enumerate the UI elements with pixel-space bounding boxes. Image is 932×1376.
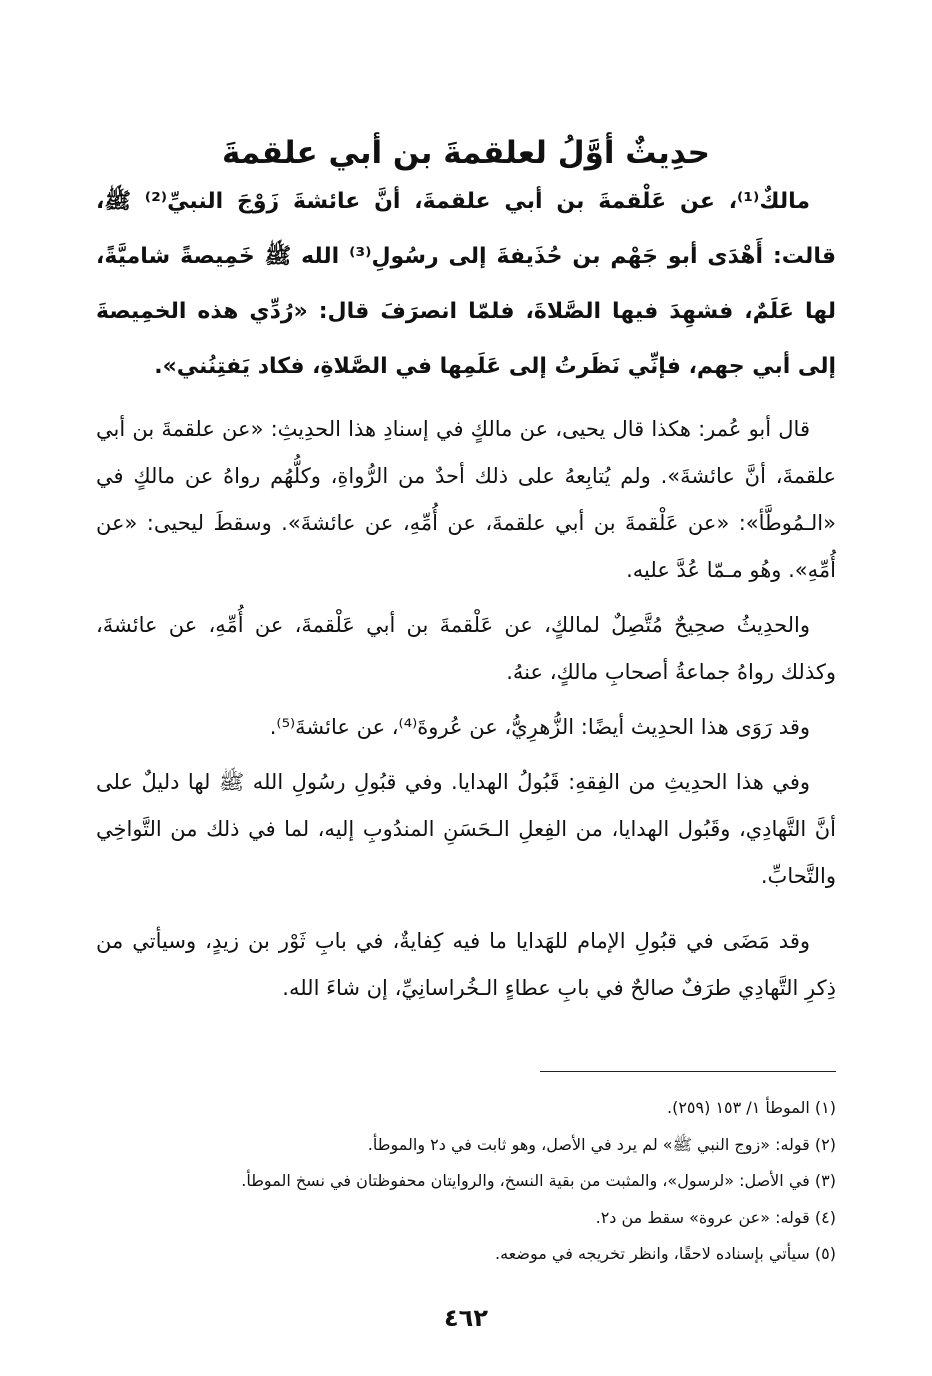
commentary-paragraph: قال أبو عُمر: هكذا قال يحيى، عن مالكٍ في إسنادِ هذا الحدِيثِ: «عن علقمةَ بن أبي علقمةَ، أنَّ عائشةَ». ولم يُتابِعهُ على ذلك أحدٌ من الرُّواةِ، وكلُّهُم رواهُ عن مالكٍ في «الـمُوطَّأ»: «عن عَلْقمةَ بن أبي علقمةَ، عن أُمِّهِ، عن عائشةَ». وسقطَ ليحيى: «عن أُمِّهِ». وهُو مـمّا عُدَّ عليه.: [96, 417, 836, 582]
footnote: (٥) سيأتي بإسناده لاحقًا، وانظر تخريجه في موضعه.: [494, 1244, 836, 1263]
footnote: (٤) قوله: «عن عروة» سقط من د٢.: [595, 1207, 836, 1227]
hadith-title: حدِيثٌ أوَّلُ لعلقمةَ بن أبي علقمةَ: [221, 134, 711, 171]
page-number: ٤٦٢: [444, 1304, 488, 1332]
footnotes: [96, 1090, 836, 1273]
commentary-paragraph: وقد رَوَى هذا الحدِيث أيضًا: الزُّهرِيُّ، عن عُروةَ⁽⁴⁾، عن عائشةَ⁽⁵⁾.: [269, 715, 810, 739]
commentary-paragraph: وفي هذا الحدِيثِ من الفِقهِ: قَبُولُ الهدايا. وفي قبُولِ رسُولِ الله ﷺ لها دليلٌ على أنَّ التَّهادِي، وقَبُول الهدايا، من الفِعلِ الـحَسَنِ المندُوبِ إليه، لما في ذلك من التَّواخِي والتَّحابِّ.: [96, 770, 836, 888]
commentary-paragraph: وقد مَضَى في قبُولِ الإمام للهَدايا ما فيه كِفايةٌ، في بابِ ثَوْر بن زيدٍ، وسيأتي من ذِكرِ التَّهادِي طرَفٌ صالحٌ في بابِ عطاءٍ الـخُراسانِيِّ، إن شاءَ الله.: [96, 929, 836, 1000]
book-page: [96, 0, 836, 1376]
footnote: (٣) في الأصل: «لرسول»، والمثبت من بقية النسخ، والروايتان محفوظتان في نسخ الموطأ.: [241, 1171, 836, 1190]
commentary-paragraph: والحدِيثُ صحِيحٌ مُتَّصِلٌ لمالكٍ، عن عَلْقمةَ بن أبي عَلْقمةَ، عن أُمِّهِ، عن عائشةَ، وكذلك رواهُ جماعةُ أصحابِ مالكٍ، عنهُ.: [96, 613, 836, 684]
main-text: [96, 174, 836, 1020]
footnote-separator: [540, 1071, 836, 1072]
footnote: (١) الموطأ ١/ ١٥٣ (٢٥٩).: [667, 1098, 836, 1117]
footnote: (٢) قوله: «زوج النبي ﷺ» لم يرد في الأصل، وهو ثابت في د٢ والموطأ.: [367, 1134, 836, 1154]
hadith-text-paragraph: مالكٌ⁽¹⁾، عن عَلْقمةَ بن أبي علقمةَ، أنَّ عائشةَ زَوْجَ النبيِّ⁽²⁾ ﷺ، قالت: أَهْدَى أبو جَهْم بن حُذَيفةَ إلى رسُولِ⁽³⁾ الله ﷺ خَمِيصةً شاميَّةً، لها عَلَمٌ، فشهِدَ فيها الصَّلاةَ، فلمّا انصرَفَ قال: «رُدِّي هذه الخمِيصةَ إلى أبي جهم، فإنِّي نَظَرتُ إلى عَلَمِها في الصَّلاةِ، فكاد يَفتِنُني».: [96, 189, 836, 379]
